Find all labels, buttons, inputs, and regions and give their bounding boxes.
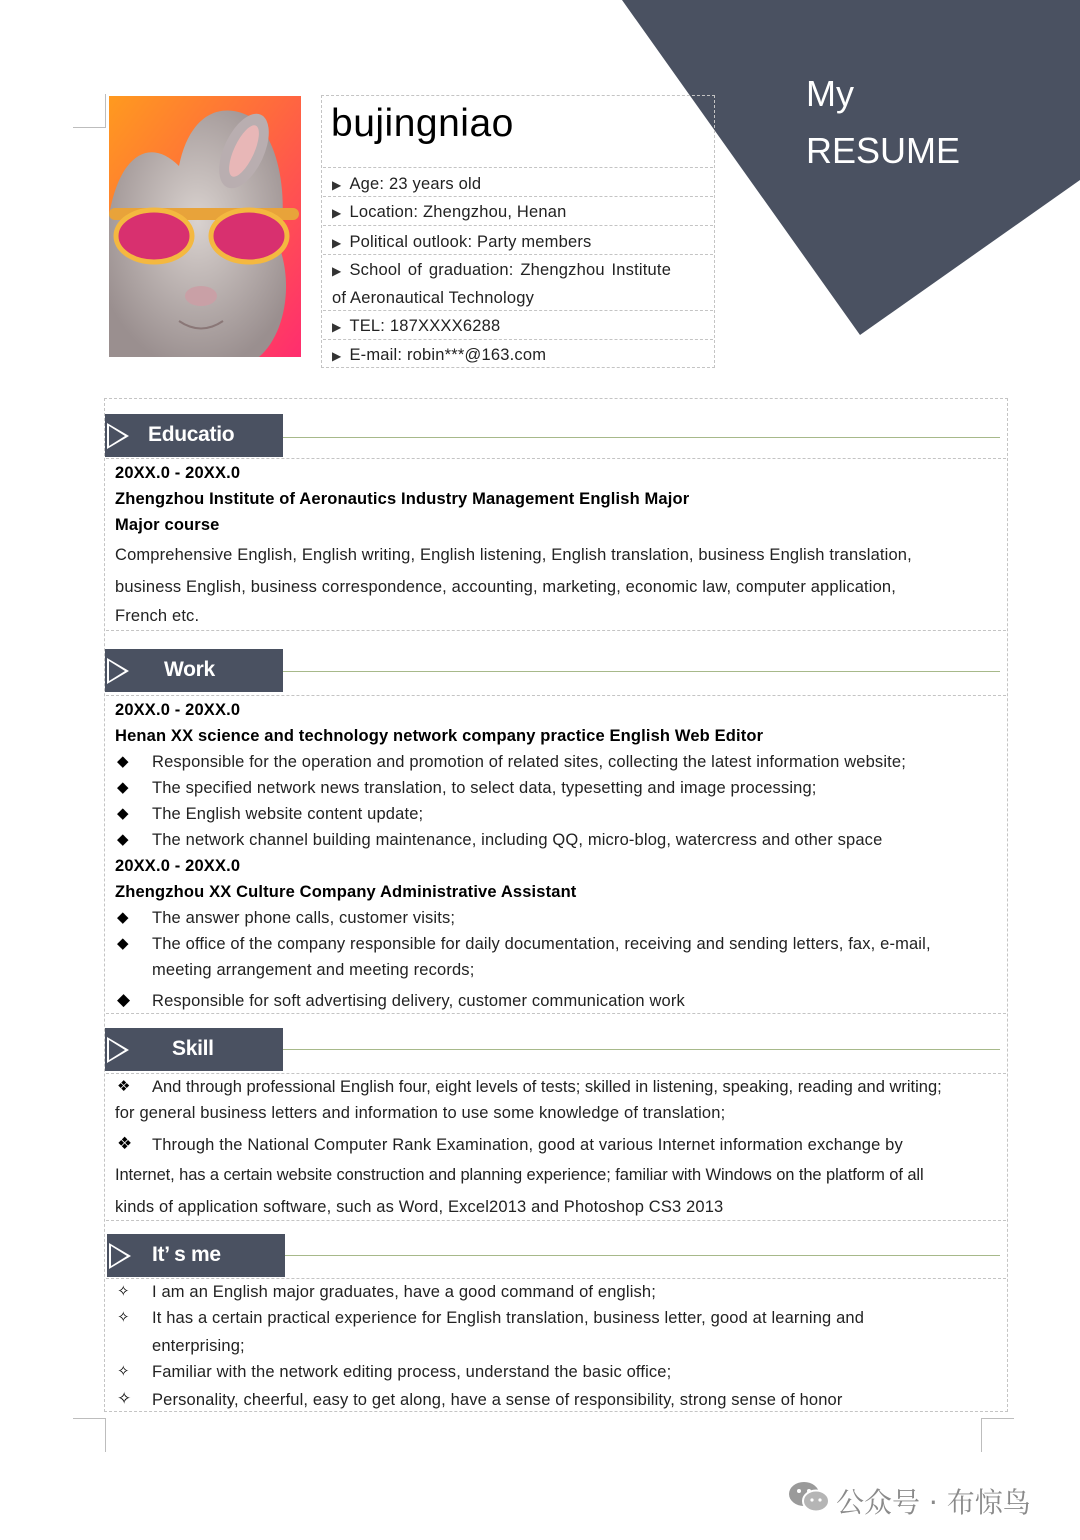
job-duty-cont: meeting arrangement and meeting records;	[152, 961, 475, 979]
four-diamond-bullet-icon: ❖	[117, 1134, 133, 1153]
about-line: Personality, cheerful, easy to get along, have a sense of responsibility, strong sense of honor	[152, 1391, 843, 1409]
job-duty: The specified network news translation, to select data, typesetting and image processing;	[152, 779, 817, 797]
triangle-bullet-icon: ▶	[332, 236, 342, 250]
info-school-cont: of Aeronautical Technology	[332, 289, 535, 307]
job-duty: The answer phone calls, customer visits;	[152, 909, 456, 927]
section-divider	[106, 630, 1006, 631]
diamond-bullet-icon: ◆	[117, 935, 129, 952]
job-title: Zhengzhou XX Culture Company Administrative Assistant	[115, 883, 577, 901]
triangle-bullet-icon: ▶	[332, 320, 342, 334]
triangle-bullet-icon: ▶	[332, 264, 342, 278]
job-duty: Responsible for the operation and promotion of related sites, collecting the latest information website;	[152, 753, 906, 771]
diamond-bullet-icon: ◆	[117, 909, 129, 926]
info-divider	[323, 225, 713, 226]
about-line: I am an English major graduates, have a good command of english;	[152, 1283, 656, 1301]
diamond-bullet-icon: ◆	[117, 779, 129, 796]
education-course-line: Comprehensive English, English writing, English listening, English translation, business English translation,	[115, 546, 912, 564]
job-duty: The network channel building maintenance, including QQ, micro-blog, watercress and other space	[152, 831, 883, 849]
corner-mark-bl	[73, 1418, 106, 1452]
job-duty: The English website content update;	[152, 805, 424, 823]
diamond-bullet-icon: ◆	[117, 831, 129, 848]
watermark-text: 公众号 · 布惊鸟	[836, 1486, 1031, 1519]
heading-rule	[283, 437, 1000, 438]
education-school: Zhengzhou Institute of Aeronautics Industry Management English Major	[115, 490, 690, 508]
triangle-bullet-icon: ▶	[332, 349, 342, 363]
skill-line: Through the National Computer Rank Examination, good at various Internet information exchange by	[152, 1136, 903, 1154]
info-age: ▶ Age: 23 years old	[332, 175, 482, 193]
info-divider	[323, 339, 713, 340]
section-divider	[106, 1073, 1006, 1074]
info-school: ▶ School of graduation: Zhengzhou Institute	[332, 261, 672, 279]
skill-line: And through professional English four, eight levels of tests; skilled in listening, speaking, reading and writing;	[152, 1078, 942, 1096]
job-period: 20XX.0 - 20XX.0	[115, 701, 241, 719]
skill-heading: Skill	[105, 1028, 283, 1071]
heading-rule	[283, 671, 1000, 672]
diamond-bullet-icon: ◆	[117, 753, 129, 770]
heading-rule	[283, 1049, 1000, 1050]
info-divider	[323, 167, 713, 168]
education-heading: Educatio	[105, 414, 283, 457]
banner-title-resume: RESUME	[806, 130, 961, 171]
education-course-line: business English, business correspondence, accounting, marketing, economic law, computer application,	[115, 578, 896, 596]
education-course-line: French etc.	[115, 607, 200, 625]
job-duty: The office of the company responsible for daily documentation, receiving and sending letters, fax, e-mail,	[152, 935, 931, 953]
star-bullet-icon: ✧	[117, 1389, 132, 1408]
education-course-label: Major course	[115, 516, 220, 534]
skill-line: for general business letters and information to use some knowledge of translation;	[115, 1104, 726, 1122]
diamond-bullet-icon: ◆	[117, 805, 129, 822]
info-divider	[323, 254, 713, 255]
section-divider	[106, 458, 1006, 459]
about-heading: It’ s me	[107, 1234, 285, 1277]
info-divider	[323, 310, 713, 311]
star-bullet-icon: ✧	[117, 1283, 130, 1300]
four-diamond-bullet-icon: ❖	[117, 1078, 131, 1095]
info-tel: ▶ TEL: 187XXXX6288	[332, 317, 501, 335]
info-location: ▶ Location: Zhengzhou, Henan	[332, 203, 567, 221]
star-bullet-icon: ✧	[117, 1363, 130, 1380]
heading-rule	[285, 1255, 1000, 1256]
banner-title-my: My	[806, 73, 854, 114]
about-line: It has a certain practical experience for English translation, business letter, good at learning and	[152, 1309, 865, 1327]
about-line: Familiar with the network editing process, understand the basic office;	[152, 1363, 672, 1381]
skill-line: kinds of application software, such as Word, Excel2013 and Photoshop CS3 2013	[115, 1198, 724, 1216]
profile-photo	[109, 96, 301, 357]
education-period: 20XX.0 - 20XX.0	[115, 464, 241, 482]
corner-mark-tl	[73, 94, 106, 128]
job-duty: Responsible for soft advertising delivery, customer communication work	[152, 992, 685, 1010]
wechat-icon	[788, 1480, 830, 1514]
info-political: ▶ Political outlook: Party members	[332, 233, 592, 251]
triangle-bullet-icon: ▶	[332, 178, 342, 192]
job-title: Henan XX science and technology network company practice English Web Editor	[115, 727, 764, 745]
job-period: 20XX.0 - 20XX.0	[115, 857, 241, 875]
diamond-bullet-icon: ◆	[117, 990, 131, 1009]
info-email: ▶ E-mail: robin***@163.com	[332, 346, 547, 364]
corner-mark-br	[981, 1418, 1014, 1452]
info-divider	[323, 196, 713, 197]
candidate-name: bujingniao	[331, 102, 514, 145]
skill-line: Internet, has a certain website construction and planning experience; familiar with Windows on the platform of all	[115, 1166, 924, 1184]
about-line-cont: enterprising;	[152, 1337, 245, 1355]
section-divider	[106, 1278, 1006, 1279]
star-bullet-icon: ✧	[117, 1309, 130, 1326]
section-divider	[106, 1013, 1006, 1014]
section-divider	[106, 695, 1006, 696]
section-divider	[106, 1220, 1006, 1221]
triangle-bullet-icon: ▶	[332, 206, 342, 220]
work-heading: Work	[105, 649, 283, 692]
